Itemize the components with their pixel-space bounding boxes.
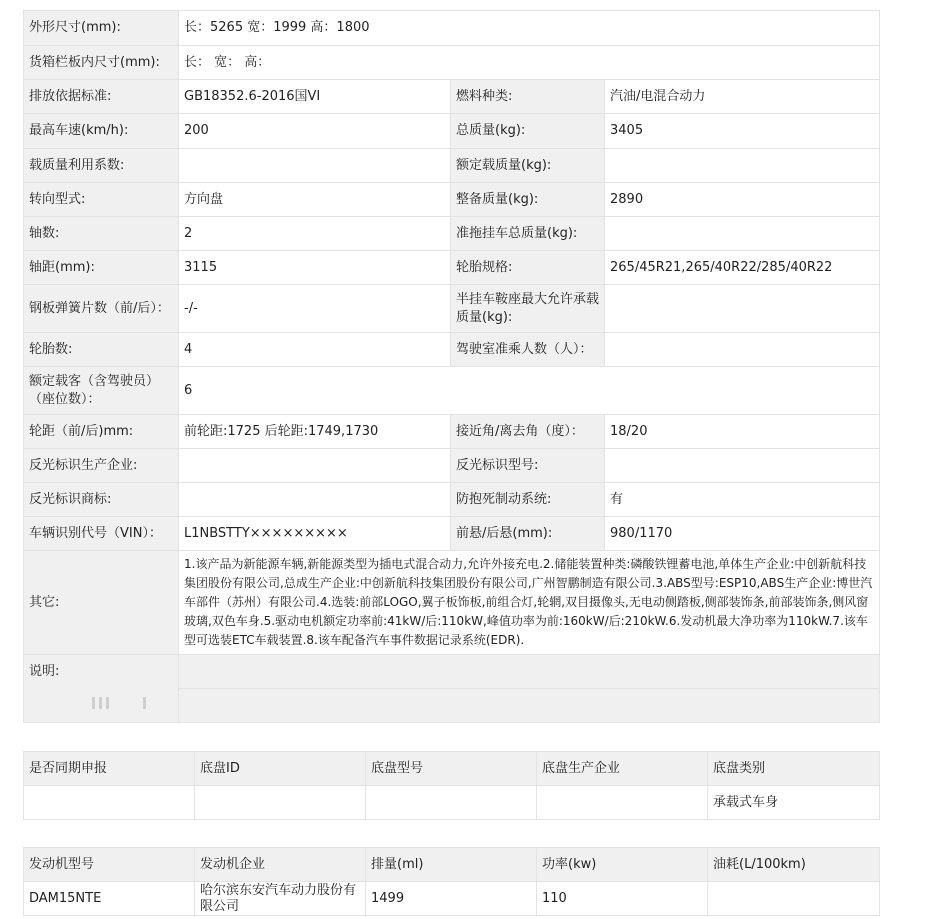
chassis-data-row bbox=[24, 786, 880, 820]
rated-load-label: 额定载质量(kg): bbox=[451, 149, 605, 183]
wheelbase-value: 3115 bbox=[179, 251, 451, 285]
emission-value: GB18352.6-2016国VI bbox=[179, 80, 451, 114]
wheelbase-label: 轴距(mm): bbox=[24, 251, 179, 285]
engine-header-displacement: 排量(ml) bbox=[366, 848, 537, 882]
steering-value: 方向盘 bbox=[179, 183, 451, 217]
curb-mass-label: 整备质量(kg): bbox=[451, 183, 605, 217]
tire-spec-label: 轮胎规格: bbox=[451, 251, 605, 285]
chassis-header-id: 底盘ID bbox=[195, 752, 366, 786]
vehicle-spec-sheet bbox=[23, 10, 879, 723]
chassis-model-value bbox=[366, 786, 537, 820]
dimensions-label: 外形尺寸(mm): bbox=[24, 11, 179, 46]
spec-row-wheelbase bbox=[24, 251, 880, 285]
axles-value: 2 bbox=[179, 217, 451, 251]
engine-section bbox=[23, 847, 879, 916]
cab-seats-value bbox=[605, 333, 880, 367]
chassis-table bbox=[23, 751, 880, 820]
other-value: 1.该产品为新能源车辆,新能源类型为插电式混合动力,允许外接充电.2.储能装置种类:磷酸铁锂蓄电池,单体生产企业:中创新航科技集团股份有限公司,总成生产企业:中创新航科技集团股份有限公司,广州智鹏制造有限公司.3.ABS型号:ESP10,ABS生产企业:博世汽车部件（苏州）有限公司.4.选装:前部LOGO,翼子板饰板,前组合灯,轮辋,双目摄像头,无电动侧踏板,侧部装饰条,前部装饰条,侧风窗玻璃,双色车身.5.驱动电机额定功率前:41kW/后:110kW,峰值功率为前:160kW/后:210kW.6.发动机最大净功率为110kW.7.该车型可选装ETC车载装置.8.该车配备汽车事件数据记录系统(EDR). bbox=[179, 551, 880, 655]
load-util-label: 载质量利用系数: bbox=[24, 149, 179, 183]
spec-row-steering bbox=[24, 183, 880, 217]
engine-header-model: 发动机型号 bbox=[24, 848, 195, 882]
total-mass-label: 总质量(kg): bbox=[451, 114, 605, 149]
overhang-value: 980/1170 bbox=[605, 517, 880, 551]
vin-label: 车辆识别代号（VIN）： bbox=[24, 517, 179, 551]
reflector-brand-label: 反光标识商标: bbox=[24, 483, 179, 517]
engine-header-power: 功率(kw) bbox=[537, 848, 708, 882]
max-speed-label: 最高车速(km/h): bbox=[24, 114, 179, 149]
engine-fuel-value bbox=[708, 882, 880, 916]
spec-row-tires bbox=[24, 333, 880, 367]
cargo-label: 货箱栏板内尺寸(mm): bbox=[24, 46, 179, 80]
axles-label: 轴数: bbox=[24, 217, 179, 251]
seats-value: 6 bbox=[179, 367, 880, 415]
seats-label: 额定载客（含驾驶员）（座位数）： bbox=[24, 367, 179, 415]
tire-count-label: 轮胎数: bbox=[24, 333, 179, 367]
engine-table bbox=[23, 847, 880, 916]
load-util-value bbox=[179, 149, 451, 183]
chassis-header-model: 底盘型号 bbox=[366, 752, 537, 786]
reflector-model-value bbox=[605, 449, 880, 483]
vin-value: L1NBSTTY××××××××× bbox=[179, 517, 451, 551]
track-label: 轮距（前/后)mm: bbox=[24, 415, 179, 449]
spec-row-cargo bbox=[24, 46, 880, 80]
chassis-sync-value bbox=[24, 786, 195, 820]
spec-row-load bbox=[24, 149, 880, 183]
reflector-model-label: 反光标识型号: bbox=[451, 449, 605, 483]
chassis-header-row bbox=[24, 752, 880, 786]
spec-row-track bbox=[24, 415, 880, 449]
abs-label: 防抱死制动系统: bbox=[451, 483, 605, 517]
chassis-type-value: 承载式车身 bbox=[708, 786, 880, 820]
semi-trailer-value bbox=[605, 285, 880, 333]
chassis-maker-value bbox=[537, 786, 708, 820]
abs-value: 有 bbox=[605, 483, 880, 517]
engine-header-row bbox=[24, 848, 880, 882]
spec-row-speed bbox=[24, 114, 880, 149]
note-value bbox=[179, 655, 880, 689]
curb-mass-value: 2890 bbox=[605, 183, 880, 217]
engine-displacement-value: 1499 bbox=[366, 882, 537, 916]
fuel-label: 燃料种类: bbox=[451, 80, 605, 114]
chassis-header-type: 底盘类别 bbox=[708, 752, 880, 786]
spec-table bbox=[23, 10, 880, 723]
spec-row-axles bbox=[24, 217, 880, 251]
steering-label: 转向型式: bbox=[24, 183, 179, 217]
max-speed-value: 200 bbox=[179, 114, 451, 149]
fuel-value: 汽油/电混合动力 bbox=[605, 80, 880, 114]
cab-seats-label: 驾驶室准乘人数（人）： bbox=[451, 333, 605, 367]
reflector-maker-value bbox=[179, 449, 451, 483]
trailer-mass-label: 准拖挂车总质量(kg): bbox=[451, 217, 605, 251]
reflector-maker-label: 反光标识生产企业: bbox=[24, 449, 179, 483]
tire-spec-value: 265/45R21,265/40R22/285/40R22 bbox=[605, 251, 880, 285]
chassis-id-value bbox=[195, 786, 366, 820]
dimensions-value: 长：5265 宽：1999 高：1800 bbox=[179, 11, 880, 46]
spec-row-dimensions bbox=[24, 11, 880, 46]
leaf-spring-label: 钢板弹簧片数（前/后）： bbox=[24, 285, 179, 333]
engine-header-maker: 发动机企业 bbox=[195, 848, 366, 882]
overhang-label: 前悬/后悬(mm): bbox=[451, 517, 605, 551]
engine-header-fuel: 油耗(L/100km) bbox=[708, 848, 880, 882]
chassis-header-maker: 底盘生产企业 bbox=[537, 752, 708, 786]
chassis-section bbox=[23, 751, 879, 820]
note-extra-cell bbox=[179, 689, 880, 723]
spec-row-seats bbox=[24, 367, 880, 415]
spec-row-abs bbox=[24, 483, 880, 517]
spec-row-vin bbox=[24, 517, 880, 551]
leaf-spring-value: -/- bbox=[179, 285, 451, 333]
engine-data-row bbox=[24, 882, 880, 916]
track-value: 前轮距:1725 后轮距:1749,1730 bbox=[179, 415, 451, 449]
engine-model-value: DAM15NTE bbox=[24, 882, 195, 916]
angle-value: 18/20 bbox=[605, 415, 880, 449]
spec-row-note bbox=[24, 655, 880, 689]
spec-row-leaf-spring bbox=[24, 285, 880, 333]
chassis-header-sync: 是否同期申报 bbox=[24, 752, 195, 786]
smudge-mark bbox=[92, 697, 152, 711]
tire-count-value: 4 bbox=[179, 333, 451, 367]
rated-load-value bbox=[605, 149, 880, 183]
trailer-mass-value bbox=[605, 217, 880, 251]
angle-label: 接近角/离去角（度）： bbox=[451, 415, 605, 449]
reflector-brand-value bbox=[179, 483, 451, 517]
cargo-value: 长： 宽： 高： bbox=[179, 46, 880, 80]
spec-row-other bbox=[24, 551, 880, 655]
total-mass-value: 3405 bbox=[605, 114, 880, 149]
spec-row-emission bbox=[24, 80, 880, 114]
engine-maker-value: 哈尔滨东安汽车动力股份有限公司 bbox=[195, 882, 366, 916]
note-label: 说明: bbox=[24, 655, 179, 723]
semi-trailer-label: 半挂车鞍座最大允许承载质量(kg): bbox=[451, 285, 605, 333]
spec-row-reflector bbox=[24, 449, 880, 483]
other-label: 其它: bbox=[24, 551, 179, 655]
engine-power-value: 110 bbox=[537, 882, 708, 916]
emission-label: 排放依据标准: bbox=[24, 80, 179, 114]
